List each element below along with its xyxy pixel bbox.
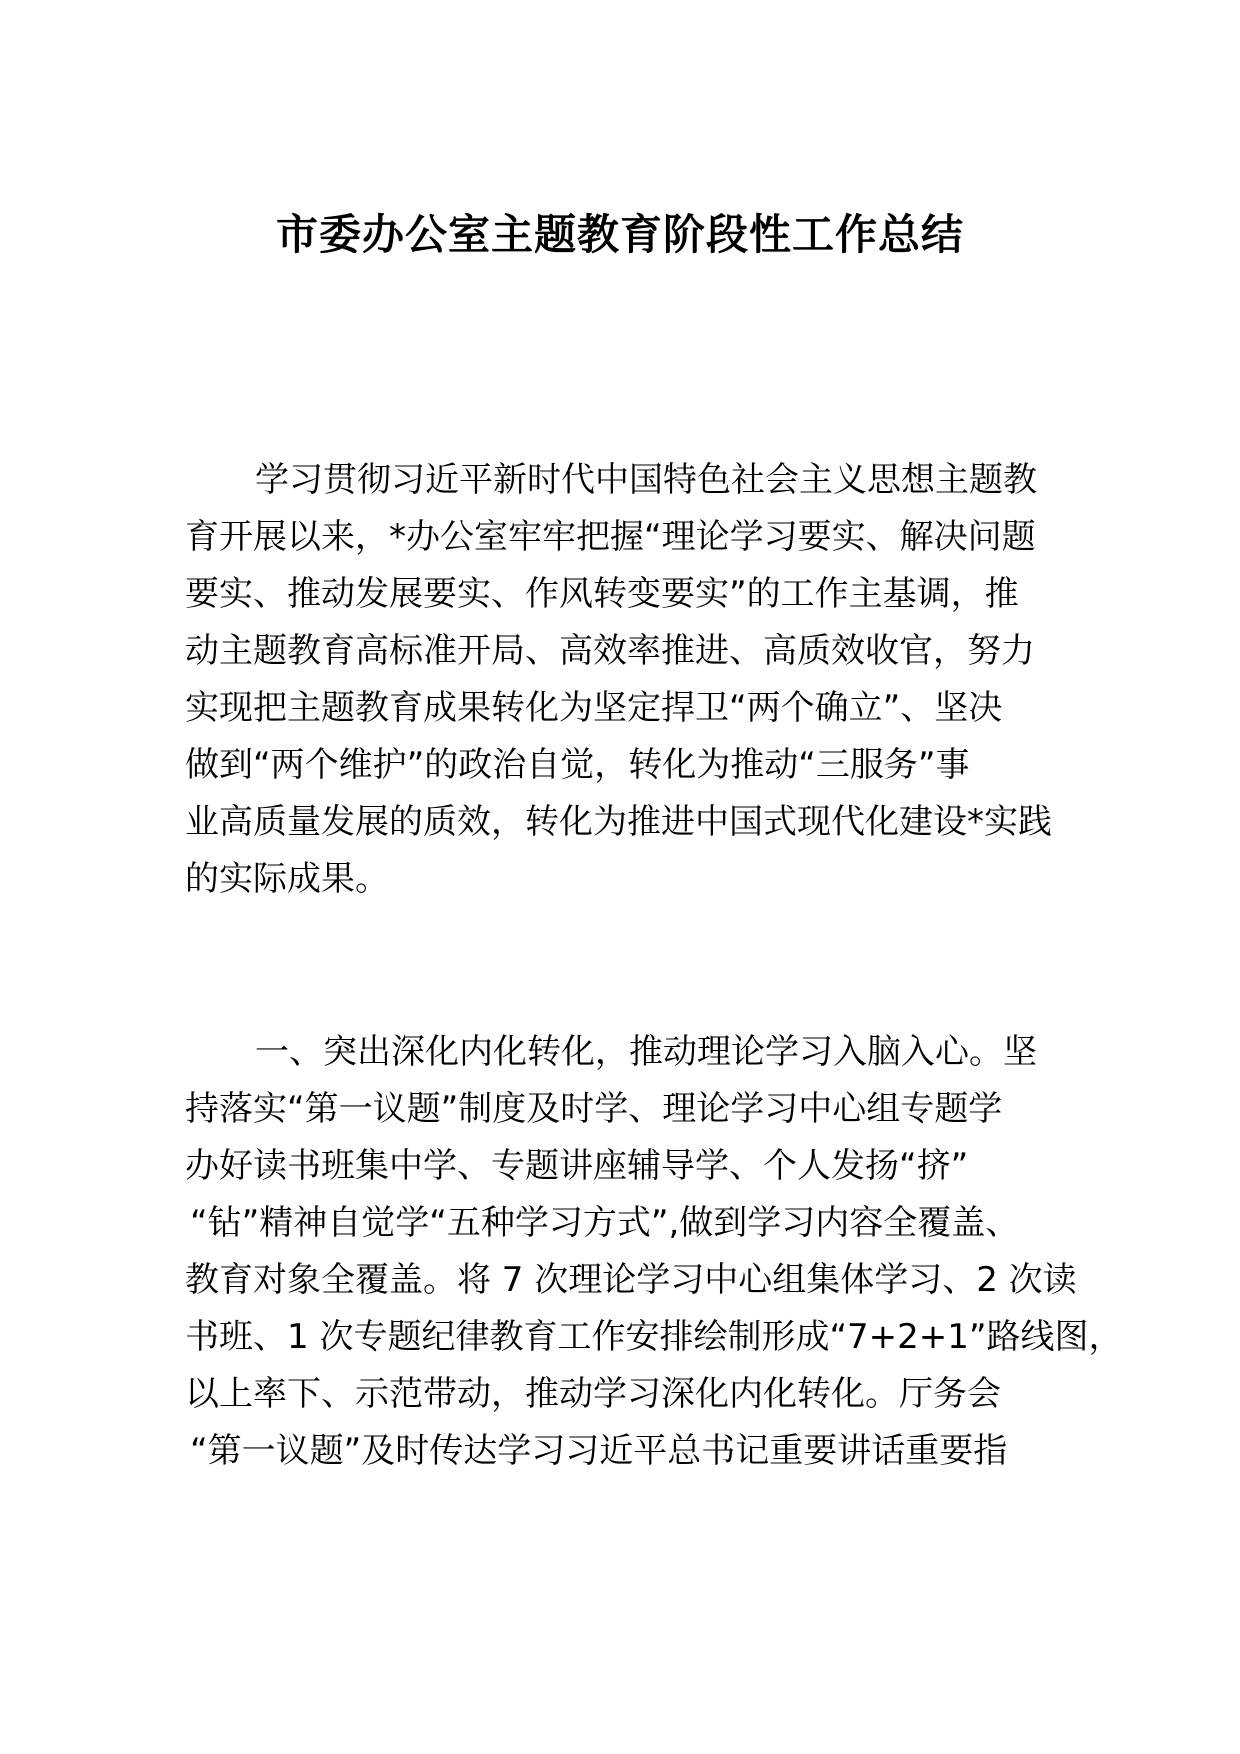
paragraph-line: 的实际成果。: [185, 859, 389, 899]
paragraph-line: 教育对象全覆盖。将 7 次理论学习中心组集体学习、2 次读: [185, 1260, 1077, 1300]
paragraph-line: “钻”精神自觉学“五种学习方式”,做到学习内容全覆盖、: [190, 1203, 1020, 1243]
paragraph-line: 业高质量发展的质效，转化为推进中国式现代化建设*实践: [185, 802, 1052, 842]
paragraph-line: “第一议题”及时传达学习习近平总书记重要讲话重要指: [190, 1431, 1008, 1471]
paragraph-line: 动主题教育高标准开局、高效率推进、高质效收官，努力: [185, 631, 1035, 671]
paragraph-line: 持落实“第一议题”制度及时学、理论学习中心组专题学: [185, 1089, 1003, 1129]
paragraph-line: 学习贯彻习近平新时代中国特色社会主义思想主题教: [255, 460, 1037, 500]
paragraph-line: 育开展以来，*办公室牢牢把握“理论学习要实、解决问题: [185, 517, 1036, 557]
paragraph-line: 做到“两个维护”的政治自觉，转化为推动“三服务”事: [185, 745, 970, 785]
paragraph-line: 书班、1 次专题纪律教育工作安排绘制形成“7+2+1”路线图，: [185, 1317, 1123, 1357]
paragraph-line: 实现把主题教育成果转化为坚定捍卫“两个确立”、坚决: [185, 688, 1003, 728]
document-title: 市委办公室主题教育阶段性工作总结: [275, 210, 964, 259]
paragraph-line: 一、突出深化内化转化，推动理论学习入脑入心。坚: [255, 1032, 1037, 1072]
paragraph-line: 要实、推动发展要实、作风转变要实”的工作主基调，推: [185, 574, 1019, 614]
paragraph-line: 办好读书班集中学、专题讲座辅导学、个人发扬“挤”: [185, 1146, 969, 1186]
paragraph-line: 以上率下、示范带动，推动学习深化内化转化。厅务会: [185, 1374, 1001, 1414]
